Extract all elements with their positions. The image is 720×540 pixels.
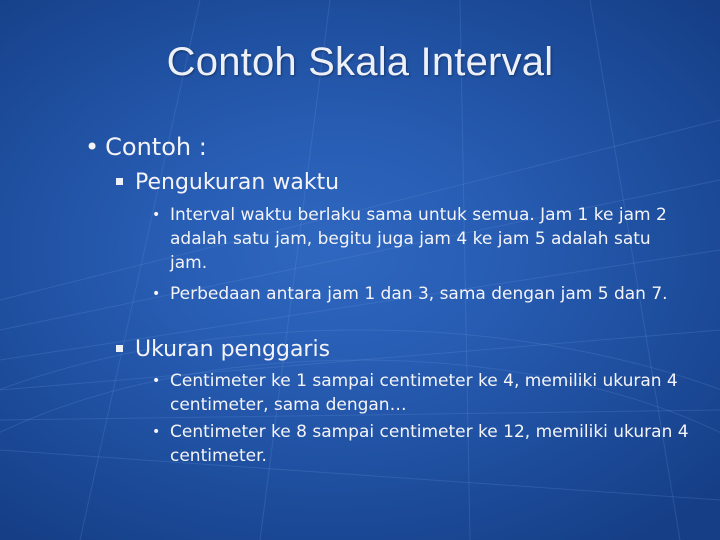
sub-point-text: Perbedaan antara jam 1 dan 3, sama dengan jam 5 dan 7. (170, 284, 668, 304)
section-heading-text: Ukuran penggaris (135, 337, 331, 362)
bullet-dot-icon: • (152, 286, 161, 302)
sub-point-text: Interval waktu berlaku sama untuk semua. Jam 1 ke jam 2 adalah satu jam, begitu juga jam 4 ke jam 5 adalah satu jam. (170, 205, 667, 273)
bullet-dot-icon: • (152, 207, 161, 223)
section-heading-penggaris (116, 337, 330, 362)
section-heading-waktu (116, 170, 339, 195)
bullet-dot-icon: • (152, 424, 161, 440)
sub-point (152, 369, 692, 417)
main-bullet (85, 133, 207, 161)
sub-point (152, 282, 692, 306)
slide-title: Contoh Skala Interval (166, 40, 554, 84)
square-bullet-icon (116, 345, 123, 352)
main-bullet-text: Contoh : (105, 133, 207, 161)
bullet-dot-icon: • (152, 373, 161, 389)
sub-point-text: Centimeter ke 8 sampai centimeter ke 12, memiliki ukuran 4 centimeter. (170, 422, 689, 466)
sub-point-text: Centimeter ke 1 sampai centimeter ke 4, memiliki ukuran 4 centimeter, sama dengan… (170, 371, 678, 415)
sub-point (152, 420, 692, 468)
section-heading-text: Pengukuran waktu (135, 170, 340, 195)
sub-point (152, 203, 692, 275)
bullet-dot-icon: • (85, 133, 100, 161)
square-bullet-icon (116, 178, 123, 185)
